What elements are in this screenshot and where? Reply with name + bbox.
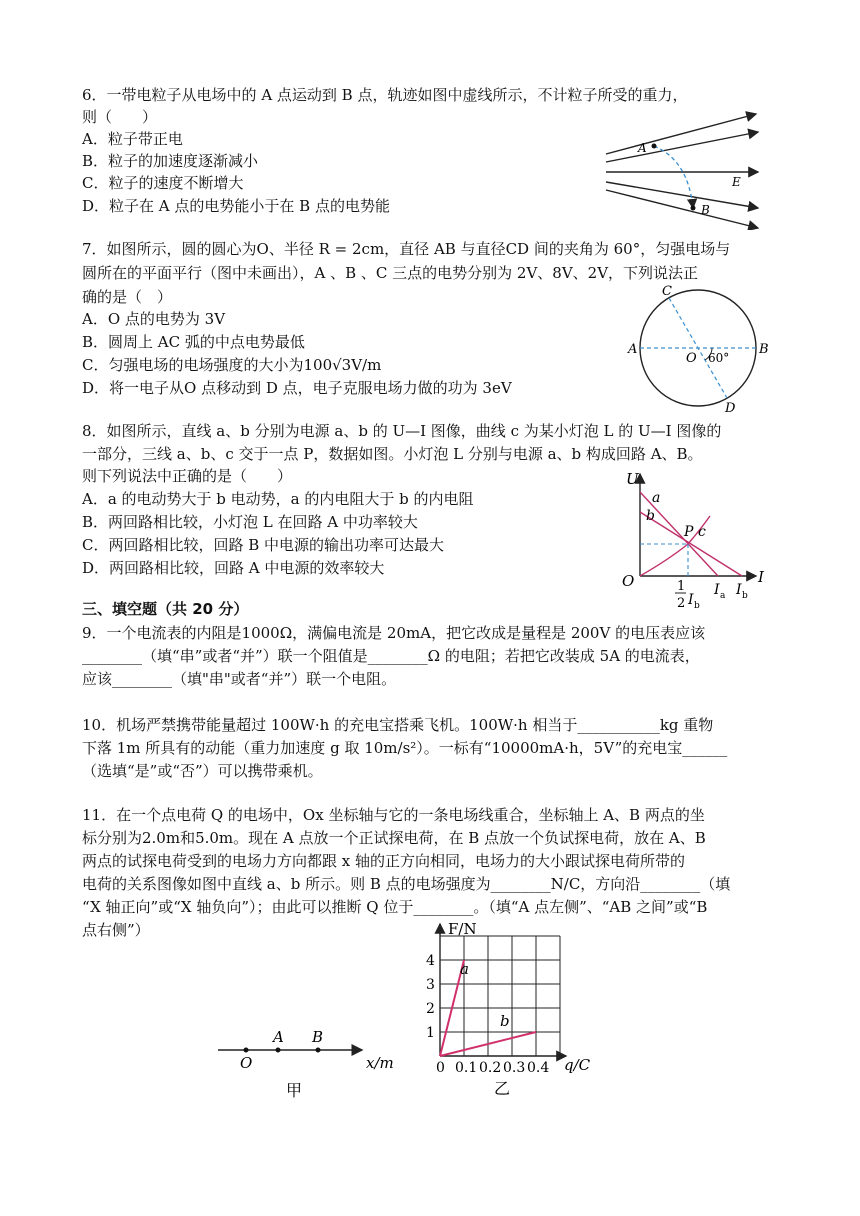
- chart-y-tick-label: 4: [426, 953, 435, 969]
- q8-ib-half-sub: b: [694, 601, 700, 611]
- q11-line1: 11．在一个点电荷 Q 的电场中，Ox 坐标轴与它的一条电场线重合，坐标轴上 A、B 两点的坐: [82, 806, 705, 824]
- q8-option-a: A．a 的电动势大于 b 电动势，a 的内电阻大于 b 的内电阻: [82, 490, 474, 508]
- q7-option-c: C．匀强电场的电场强度的大小为100√3V/m: [82, 356, 382, 374]
- q7-label-a: A: [628, 342, 638, 357]
- q8-ia-sub: a: [720, 591, 726, 601]
- q9-line3: 应该________（填"串"或者“并”）联一个电阻。: [82, 670, 397, 688]
- q10-line1: 10．机场严禁携带能量超过 100W·h 的充电宝搭乘飞机。100W·h 相当于___________kg 重物: [82, 716, 714, 734]
- chart-y-label: F/N: [448, 920, 477, 938]
- chart-x-tick-label: 0.4: [527, 1060, 550, 1076]
- q11-line4: 电荷的关系图像如图中直线 a、b 所示。则 B 点的电场强度为________N/C，方向沿________（填: [82, 875, 731, 893]
- q6-label-a: A: [638, 141, 647, 155]
- chart-y-tick-label: 1: [426, 1025, 435, 1041]
- q11-jia-caption: 甲: [286, 1081, 303, 1100]
- q6-stem-line2: 则（ ）: [82, 108, 158, 126]
- q11-figure-jia: [212, 1020, 408, 1100]
- q8-curve-c-label: c: [698, 524, 706, 540]
- q8-line-b-label: b: [646, 508, 655, 524]
- q10-line2: 下落 1m 所具有的动能（重力加速度 g 取 10m/s²）。一标有“10000mA·h，5V”的充电宝______: [82, 739, 728, 757]
- q7-circle-figure: [620, 282, 780, 414]
- q8-half-denominator: 2: [677, 596, 686, 611]
- q11-line6: 点右侧”）: [82, 921, 150, 939]
- q7-label-b: B: [759, 342, 769, 357]
- q7-label-d: D: [725, 401, 736, 414]
- q7-stem-line2: 圆所在的平面平行（图中未画出），A 、B 、C 三点的电势分别为 2V、8V、2V，下列说法正: [82, 264, 699, 282]
- chart-x-tick-label: 0.2: [479, 1060, 502, 1076]
- q8-point-p-label: P: [684, 524, 694, 540]
- q7-angle-label: 60°: [708, 351, 730, 365]
- chart-x-tick-label: 0: [436, 1060, 445, 1076]
- chart-x-tick-label: 0.3: [503, 1060, 526, 1076]
- q11-line3: 两点的试探电荷受到的电场力方向都跟 x 轴的正方向相同，电场力的大小跟试探电荷所带的: [82, 852, 685, 870]
- q9-line1: 9．一个电流表的内阻是1000Ω，满偏电流是 20mA，把它改成是量程是 200V 的电压表应该: [82, 624, 706, 642]
- q11-jia-a: A: [273, 1028, 284, 1046]
- chart-series-label-a: a: [460, 960, 469, 978]
- q6-label-b: B: [701, 203, 710, 217]
- chart-grid: [440, 936, 560, 1056]
- q11-yi-caption: 乙: [494, 1079, 511, 1098]
- q11-line5: “X 轴正向”或“X 轴负向”）；由此可以推断 Q 位于________。（填“A 点左侧”、“AB 之间”或“B: [82, 898, 708, 916]
- q7-label-o: O: [686, 351, 697, 366]
- q9-line2: ________（填“串”或者“并”）联一个阻值是________Ω 的电阻；若把它改装成 5A 的电流表，: [82, 647, 700, 665]
- q8-stem-line3: 则下列说法中正确的是（ ）: [82, 467, 293, 485]
- q11-jia-axis: x/m: [366, 1054, 394, 1072]
- q6-stem-line1: 6．一带电粒子从电场中的 A 点运动到 B 点，轨迹如图中虚线所示，不计粒子所受的重力，: [82, 86, 688, 104]
- q8-stem-line2: 一部分，三线 a、b、c 交于一点 P，数据如图。小灯泡 L 分别与电源 a、b 构成回路 A、B。: [82, 445, 703, 463]
- q8-ib-sub: b: [742, 591, 748, 601]
- q8-origin: O: [622, 572, 635, 590]
- q6-option-b: B．粒子的加速度逐渐减小: [82, 152, 259, 170]
- q8-ia-label: I: [714, 582, 720, 598]
- q7-label-c: C: [662, 284, 672, 299]
- q6-option-a: A．粒子带正电: [82, 130, 183, 148]
- q6-option-d: D．粒子在 A 点的电势能小于在 B 点的电势能: [82, 197, 390, 215]
- q6-label-e: E: [732, 175, 741, 189]
- q8-option-c: C．两回路相比较，回路 B 中电源的输出功率可达最大: [82, 536, 445, 554]
- q7-option-d: D．将一电子从O 点移动到 D 点，电子克服电场力做的功为 3eV: [82, 379, 512, 397]
- q7-option-a: A．O 点的电势为 3V: [82, 310, 226, 328]
- q8-line-a-label: a: [652, 490, 661, 506]
- chart-series-label-b: b: [500, 1012, 510, 1030]
- chart-y-tick-label: 2: [426, 1001, 435, 1017]
- q11-jia-o: O: [240, 1054, 253, 1072]
- chart-y-tick-label: 3: [426, 977, 435, 993]
- q7-stem-line3: 确的是（ ）: [82, 288, 173, 306]
- section-heading: 三、填空题（共 20 分）: [82, 600, 249, 618]
- q8-ui-figure: [618, 464, 778, 614]
- q6-field-figure: [598, 110, 798, 230]
- q11-line2: 标分别为2.0m和5.0m。现在 A 点放一个正试探电荷，在 B 点放一个负试探电荷，放在 A、B: [82, 829, 706, 847]
- q6-option-c: C．粒子的速度不断增大: [82, 174, 244, 192]
- q10-line3: （选填“是”或“否”）可以携带乘机。: [82, 762, 323, 780]
- q8-axis-i: I: [758, 568, 764, 586]
- q8-ib-label: I: [736, 582, 742, 598]
- q11-jia-b: B: [312, 1028, 324, 1046]
- chart-x-tick-label: 0.1: [455, 1060, 478, 1076]
- chart-x-label: q/C: [564, 1056, 591, 1074]
- q11-chart-yi: [418, 918, 598, 1100]
- q7-option-b: B．圆周上 AC 弧的中点电势最低: [82, 333, 305, 351]
- q7-stem-line1: 7．如图所示，圆的圆心为O、半径 R = 2cm，直径 AB 与直径CD 间的夹角为 60°，匀强电场与: [82, 240, 731, 258]
- q8-option-b: B．两回路相比较，小灯泡 L 在回路 A 中功率较大: [82, 513, 418, 531]
- q8-axis-u: U: [626, 470, 639, 488]
- q8-half-numerator: 1: [677, 579, 686, 594]
- q8-ib-half-label: I: [688, 592, 694, 608]
- q8-option-d: D．两回路相比较，回路 A 中电源的效率较大: [82, 559, 385, 577]
- q8-stem-line1: 8．如图所示，直线 a、b 分别为电源 a、b 的 U—I 图像，曲线 c 为某小灯泡 L 的 U—I 图像的: [82, 422, 722, 440]
